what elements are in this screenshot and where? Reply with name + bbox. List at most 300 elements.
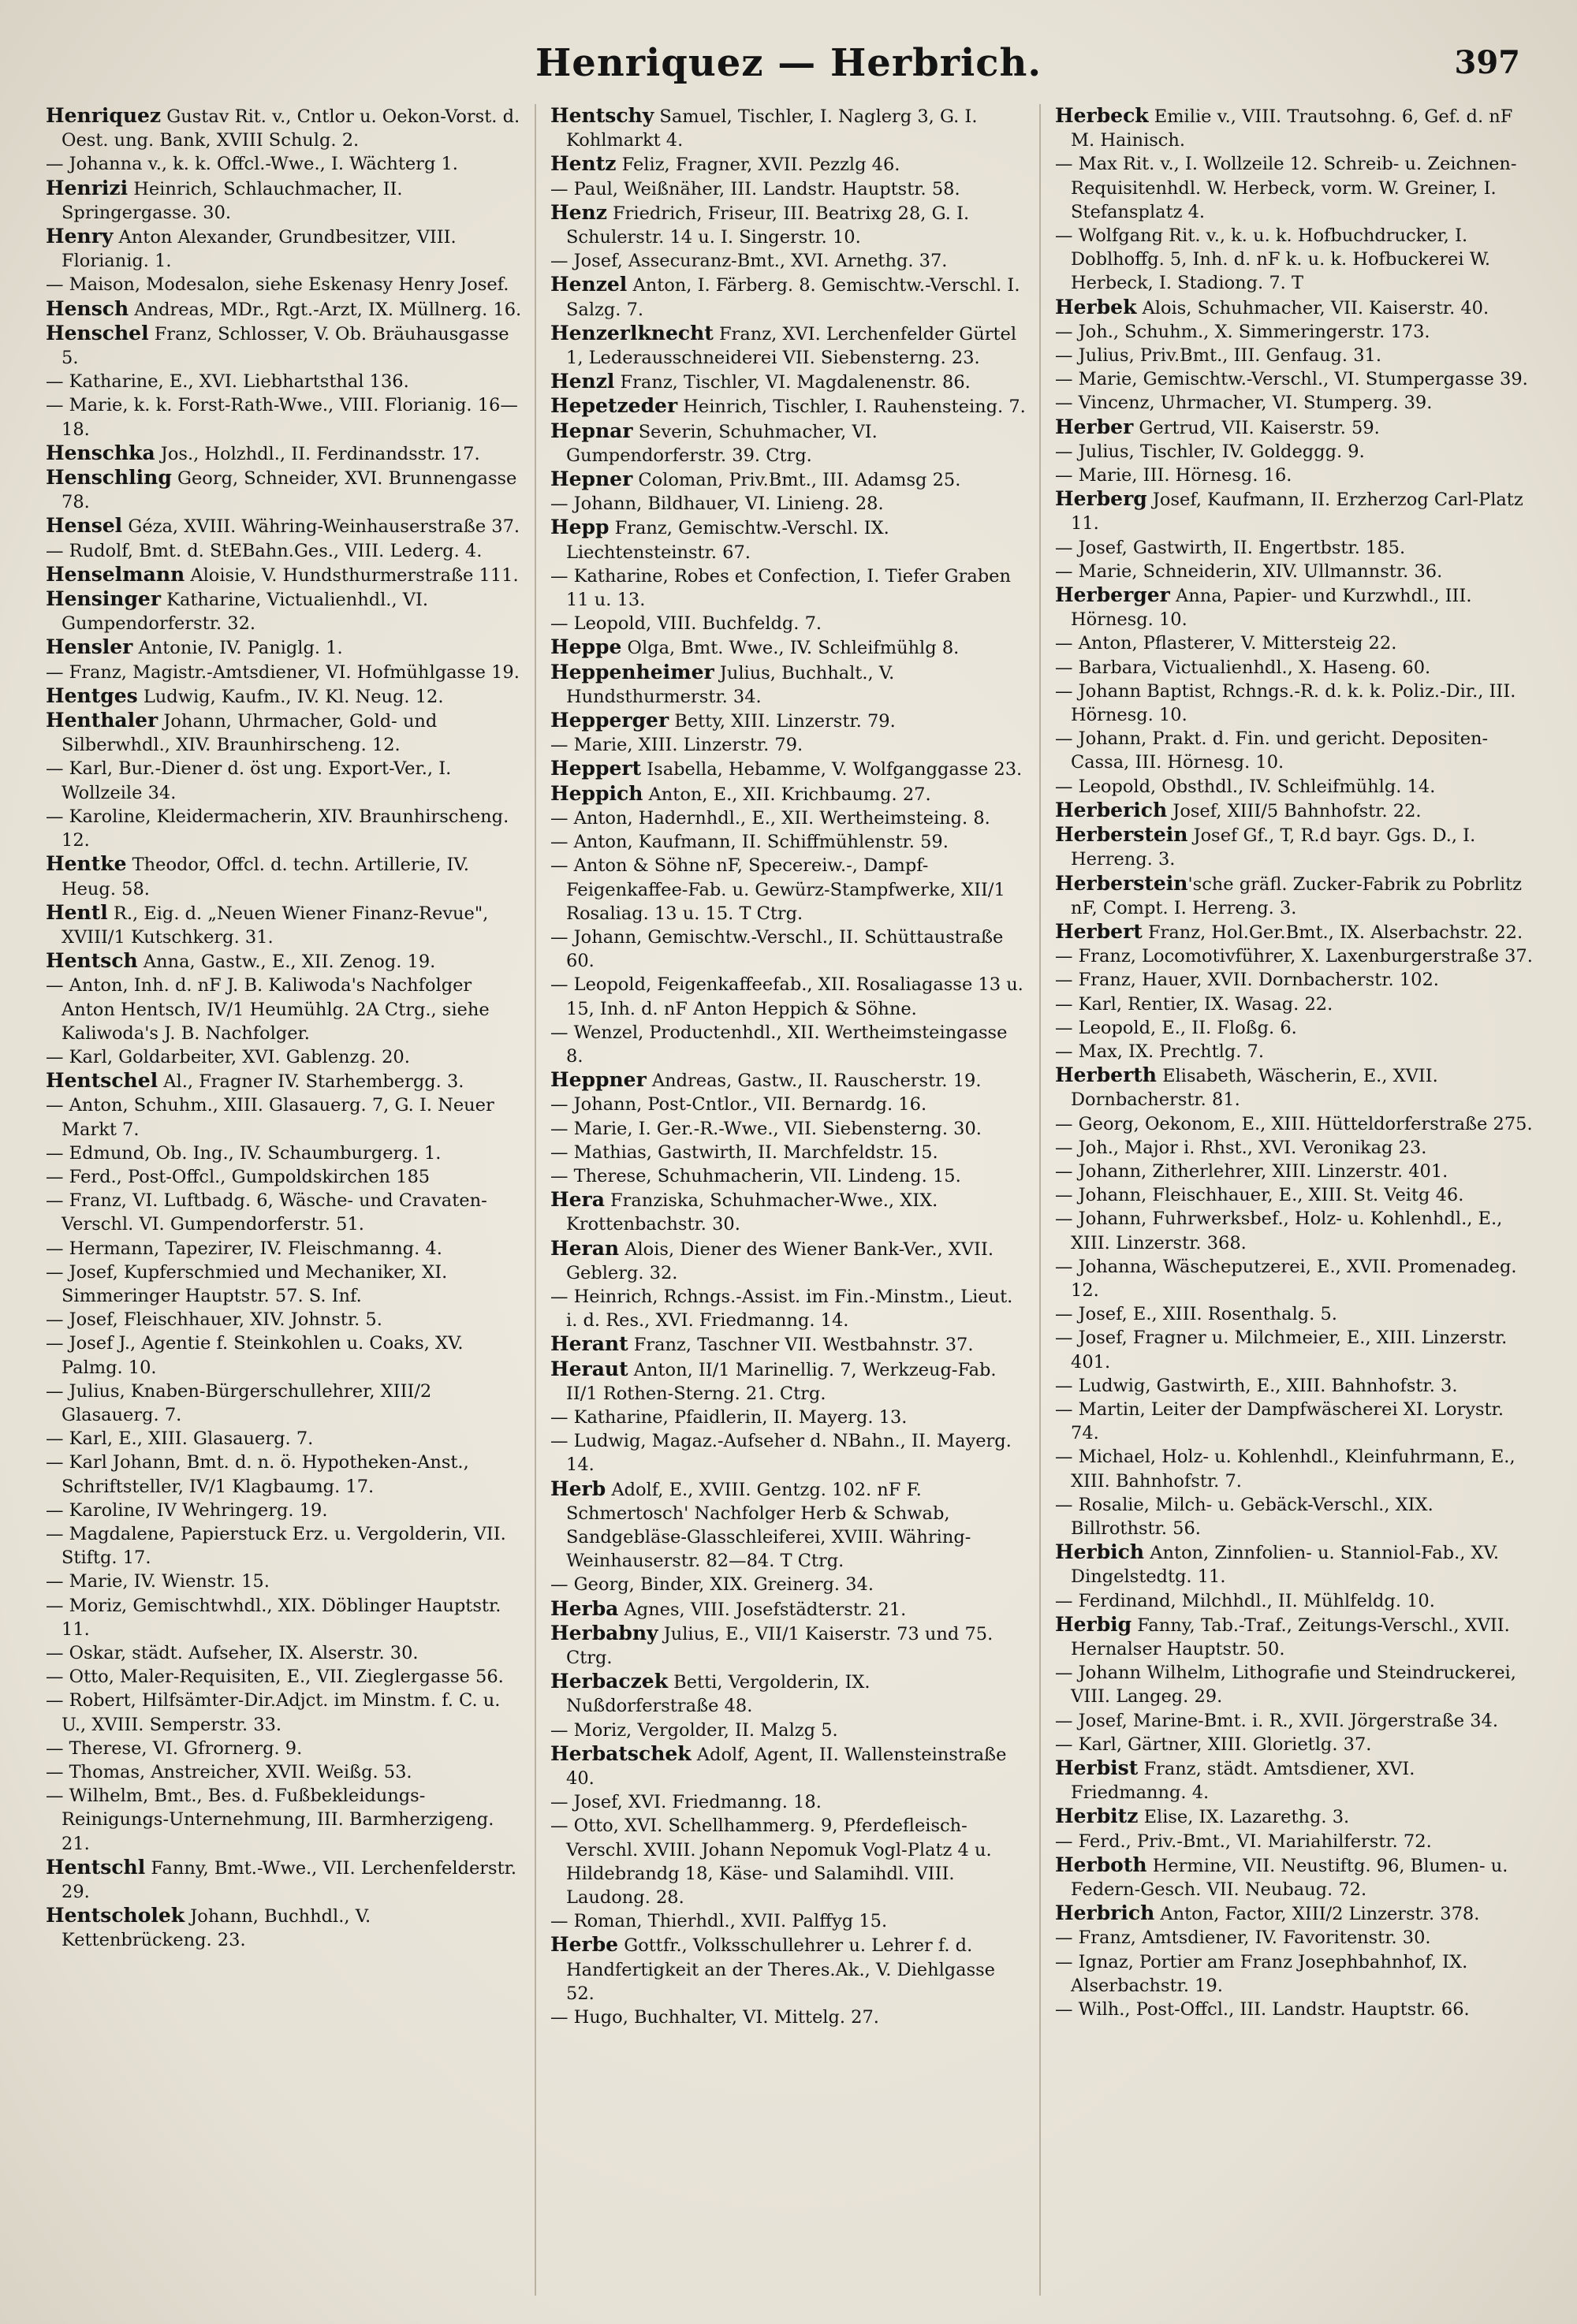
entry-details: — Josef, Assecuranz-Bmt., XVI. Arnethg. 37.	[550, 251, 948, 272]
directory-entry	[1055, 224, 1533, 296]
entry-details: — Karl, Rentier, IX. Wasag. 22.	[1055, 993, 1333, 1015]
directory-entry	[1055, 1398, 1533, 1445]
entry-details: — Josef, XVI. Friedmanng. 18.	[550, 1792, 822, 1813]
directory-entry	[550, 1164, 1028, 1188]
entry-surname: Herbeck	[1055, 104, 1149, 127]
entry-details: — Marie, IV. Wienstr. 15.	[46, 1571, 270, 1592]
entry-surname: Hepnar	[550, 419, 633, 442]
entry-details: — Marie, k. k. Forst-Rath-Wwe., VIII. Florianig. 16—18.	[46, 395, 518, 440]
entry-details: Franz, XVI. Lerchenfelder Gürtel 1, Lederausschneiderei VII. Siebensterng. 23.	[566, 323, 1017, 369]
entry-details: — Robert, Hilfsämter-Dir.Adjct. im Minstm. f. C. u. U., XVIII. Semperstr. 33.	[46, 1690, 501, 1735]
entry-details: Alois, Diener des Wiener Bank-Ver., XVII. Geblerg. 32.	[566, 1238, 994, 1283]
entry-details: — Anton & Söhne nF, Specereiw.-, Dampf-Feigenkaffee-Fab. u. Gewürz-Stampfwerke, XII/1 Rosaliag. 13 u. 15. T Ctrg.	[550, 855, 1005, 924]
entry-details: Franz, Schlosser, V. Ob. Bräuhausgasse 5.	[62, 323, 509, 369]
entry-surname: Herberg	[1055, 487, 1147, 511]
entry-surname: Heppert	[550, 757, 642, 780]
entry-details: — Max, IX. Prechtlg. 7.	[1055, 1041, 1265, 1062]
entry-surname: Hera	[550, 1188, 605, 1212]
entry-surname: Herba	[550, 1596, 619, 1620]
entry-details: — Johann, Gemischtw.-Verschl., II. Schüttaustraße 60.	[550, 926, 1004, 972]
directory-entry	[550, 370, 1028, 394]
entry-details: — Johann, Bildhauer, VI. Linieng. 28.	[550, 493, 884, 515]
directory-entry	[46, 322, 524, 370]
entry-details: — Josef, Kupferschmied und Mechaniker, XI. Simmeringer Hauptstr. 57. S. Inf.	[46, 1261, 448, 1306]
entry-surname: Herbaczek	[550, 1670, 669, 1693]
directory-entry	[1055, 799, 1533, 823]
entry-surname: Hentl	[46, 900, 108, 924]
directory-entry	[550, 973, 1028, 1020]
directory-entry	[46, 1261, 524, 1308]
entry-details: — Marie, III. Hörnesg. 16.	[1055, 465, 1292, 486]
directory-entry	[1055, 1493, 1533, 1540]
entry-surname: Henschel	[46, 321, 149, 345]
directory-entry	[1055, 823, 1533, 871]
entry-details: — Karl, E., XIII. Glasauerg. 7.	[46, 1428, 314, 1450]
directory-entry	[550, 564, 1028, 612]
directory-entry	[1055, 1756, 1533, 1804]
entry-details: — Ludwig, Gastwirth, E., XIII. Bahnhofstr. 3.	[1055, 1375, 1458, 1396]
entry-details: Emilie v., VIII. Trautsohng. 6, Gef. d. nF M. Hainisch.	[1071, 106, 1513, 151]
entry-details: — Johann, Post-Cntlor., VII. Bernardg. 16.	[550, 1094, 927, 1115]
directory-entry	[1055, 1016, 1533, 1040]
entry-surname: Herbek	[1055, 295, 1137, 318]
entry-details: — Marie, I. Ger.-R.-Wwe., VII. Siebensterng. 30.	[550, 1118, 982, 1139]
entry-surname: Hentscholek	[46, 1904, 185, 1927]
column-middle	[550, 104, 1041, 2296]
directory-entry	[550, 1670, 1028, 1718]
entry-surname: Herberstein	[1055, 823, 1188, 847]
entry-details: Andreas, Gastw., II. Rauscherstr. 19.	[646, 1071, 982, 1092]
entry-details: — Julius, Knaben-Bürgerschullehrer, XIII/2 Glasauerg. 7.	[46, 1380, 432, 1425]
directory-entry	[1055, 727, 1533, 774]
directory-columns	[46, 104, 1544, 2296]
directory-entry	[1055, 968, 1533, 992]
directory-entry	[46, 1904, 524, 1952]
entry-surname: Hentges	[46, 683, 138, 707]
directory-entry	[46, 1570, 524, 1593]
entry-details: — Heinrich, Rchngs.-Assist. im Fin.-Minstm., Lieut. i. d. Res., XVI. Friedmanng. 14.	[550, 1286, 1013, 1331]
directory-entry	[46, 901, 524, 949]
directory-entry	[46, 297, 524, 322]
directory-entry	[1055, 944, 1533, 968]
entry-details: — Therese, VI. Gfrornerg. 9.	[46, 1737, 303, 1759]
directory-entry	[1055, 415, 1533, 440]
entry-details: — Anton, Pflasterer, V. Mittersteig 22.	[1055, 633, 1397, 654]
directory-entry	[1055, 320, 1533, 344]
directory-entry	[46, 1045, 524, 1069]
entry-details: — Hermann, Tapezirer, IV. Fleischmanng. 4.	[46, 1238, 442, 1259]
entry-details: — Rudolf, Bmt. d. StEBahn.Ges., VIII. Lederg. 4.	[46, 540, 483, 561]
directory-entry	[550, 1332, 1028, 1357]
directory-entry	[550, 733, 1028, 757]
entry-details: — Karoline, IV Wehringerg. 19.	[46, 1499, 328, 1521]
entry-details: — Franz, VI. Luftbadg. 6, Wäsche- und Cravaten-Verschl. VI. Gumpendorferstr. 51.	[46, 1190, 487, 1235]
directory-entry	[550, 1477, 1028, 1574]
entry-details: Anna, Gastw., E., XII. Zenog. 19.	[137, 952, 436, 973]
directory-entry	[1055, 775, 1533, 799]
directory-entry	[46, 1380, 524, 1427]
entry-details: — Leopold, E., II. Floßg. 6.	[1055, 1017, 1297, 1038]
directory-entry	[550, 1790, 1028, 1814]
entry-details: Al., Fragner IV. Starhembergg. 3.	[158, 1071, 464, 1093]
directory-entry	[1055, 1040, 1533, 1063]
entry-details: Andreas, MDr., Rgt.-Arzt, IX. Müllnerg. 16.	[129, 299, 522, 320]
directory-entry	[550, 635, 1028, 660]
entry-surname: Herbig	[1055, 1612, 1132, 1636]
entry-details: — Joh., Schuhm., X. Simmeringerstr. 173.	[1055, 321, 1430, 342]
entry-details: Heinrich, Schlauchmacher, II. Springergasse. 30.	[62, 178, 403, 223]
directory-entry	[550, 1814, 1028, 1909]
entry-details: — Rosalie, Milch- u. Gebäck-Verschl., XIX. Billrothstr. 56.	[1055, 1494, 1433, 1539]
entry-details: Franz, Taschner VII. Westbahnstr. 37.	[628, 1335, 974, 1356]
entry-details: Fanny, Tab.-Traf., Zeitungs-Verschl., XVII. Hernalser Hauptstr. 50.	[1071, 1615, 1510, 1659]
entry-details: — Franz, Magistr.-Amtsdiener, VI. Hofmühlgasse 19.	[46, 661, 520, 683]
entry-details: Josef Gf., T, R.d bayr. Ggs. D., I. Herreng. 3.	[1071, 825, 1476, 870]
directory-entry	[550, 492, 1028, 516]
entry-surname: Henriquez	[46, 104, 162, 127]
directory-entry	[46, 1499, 524, 1522]
entry-surname: Heppenheimer	[550, 660, 714, 683]
entry-details: — Josef, Fleischhauer, XIV. Johnstr. 5.	[46, 1309, 382, 1331]
entry-surname: Henschka	[46, 441, 155, 464]
entry-details: Katharine, Victualienhdl., VI. Gumpendorferstr. 32.	[62, 590, 429, 635]
directory-entry	[1055, 631, 1533, 655]
entry-details: — Johann Baptist, Rchngs.-R. d. k. k. Poliz.-Dir., III. Hörnesg. 10.	[1055, 680, 1516, 726]
directory-entry	[550, 1117, 1028, 1141]
directory-entry	[46, 1331, 524, 1379]
entry-details: Julius, Buchhalt., V. Hundsthurmerstr. 34.	[566, 662, 895, 707]
entry-details: — Paul, Weißnäher, III. Landstr. Hauptstr. 58.	[550, 178, 960, 199]
entry-details: Adolf, Agent, II. Wallensteinstraße 40.	[566, 1744, 1007, 1790]
directory-entry	[1055, 1804, 1533, 1829]
entry-details: — Josef J., Agentie f. Steinkohlen u. Coaks, XV. Palmg. 10.	[46, 1333, 464, 1378]
directory-entry	[46, 1689, 524, 1736]
directory-entry	[550, 1141, 1028, 1164]
entry-details: — Josef, E., XIII. Rosenthalg. 5.	[1055, 1304, 1337, 1325]
entry-details: — Leopold, Obsthdl., IV. Schleifmühlg. 14.	[1055, 776, 1436, 797]
entry-details: — Katharine, Robes et Confection, I. Tiefer Graben 11 u. 13.	[550, 565, 1011, 611]
directory-entry	[1055, 1183, 1533, 1207]
entry-surname: Herant	[550, 1332, 628, 1356]
directory-entry	[550, 1188, 1028, 1236]
entry-surname: Henselmann	[46, 562, 185, 586]
entry-details: Betty, XIII. Linzerstr. 79.	[669, 711, 896, 732]
entry-surname: Herbe	[550, 1933, 619, 1957]
directory-entry	[1055, 1302, 1533, 1326]
directory-entry	[1055, 872, 1533, 920]
entry-details: Anton, I. Färberg. 8. Gemischtw.-Verschl. I. Salzg. 7.	[566, 275, 1020, 320]
entry-details: — Anton, Hadernhdl., E., XII. Wertheimsteing. 8.	[550, 807, 990, 829]
directory-entry	[550, 1237, 1028, 1285]
entry-details: Johann, Buchhdl., V. Kettenbrückeng. 23.	[62, 1906, 371, 1951]
directory-entry	[46, 370, 524, 393]
entry-surname: Heraut	[550, 1357, 628, 1380]
directory-entry	[550, 1719, 1028, 1742]
entry-details: — Mathias, Gastwirth, II. Marchfeldstr. 15.	[550, 1142, 938, 1163]
entry-details: — Therese, Schuhmacherin, VII. Lindeng. 15.	[550, 1165, 961, 1186]
entry-details: — Johann Wilhelm, Lithografie und Steindruckerei, VIII. Langeg. 29.	[1055, 1663, 1516, 1708]
directory-entry	[1055, 104, 1533, 152]
directory-entry	[1055, 1709, 1533, 1733]
directory-entry	[1055, 1255, 1533, 1302]
entry-surname: Herbert	[1055, 919, 1143, 943]
entry-details: Olga, Bmt. Wwe., IV. Schleifmühlg 8.	[621, 638, 960, 659]
directory-entry	[46, 1308, 524, 1331]
entry-surname: Henrizi	[46, 176, 129, 199]
directory-entry	[550, 1933, 1028, 2006]
directory-entry	[550, 1406, 1028, 1429]
entry-surname: Hepner	[550, 467, 633, 491]
entry-surname: Hepp	[550, 516, 610, 539]
directory-entry	[550, 104, 1028, 152]
column-left	[46, 104, 536, 2296]
directory-entry	[46, 1665, 524, 1689]
directory-entry	[550, 1429, 1028, 1477]
entry-details: Josef, XIII/5 Bahnhofstr. 22.	[1167, 800, 1422, 821]
entry-details: Franz, städt. Amtsdiener, XVI. Friedmanng. 4.	[1071, 1759, 1415, 1804]
directory-entry	[46, 1737, 524, 1760]
entry-details: — Hugo, Buchhalter, VI. Mittelg. 27.	[550, 2007, 879, 2028]
entry-details: — Anton, Schuhm., XIII. Glasauerg. 7, G. I. Neuer Markt 7.	[46, 1095, 494, 1140]
entry-details: — Wenzel, Productenhdl., XII. Wertheimsteingasse 8.	[550, 1022, 1008, 1067]
directory-entry	[46, 104, 524, 152]
directory-entry	[1055, 367, 1533, 391]
directory-entry	[46, 709, 524, 757]
entry-details: Adolf, E., XVIII. Gentzg. 102. nF F. Schmertosch' Nachfolger Herb & Schwab, Sandgebläse-Glasschleiferei, XVIII. Währing-Weinhauserstr. 82—84. T Ctrg.	[566, 1479, 971, 1572]
entry-details: — Anton, Kaufmann, II. Schiffmühlenstr. 59.	[550, 832, 949, 853]
entry-details: — Karl, Bur.-Diener d. öst ung. Export-Ver., I. Wollzeile 34.	[46, 758, 452, 803]
entry-details: — Roman, Thierhdl., XVII. Palffyg 15.	[550, 1911, 888, 1932]
entry-details: 'sche gräfl. Zucker-Fabrik zu Pobrlitz nF, Compt. I. Herreng. 3.	[1071, 873, 1523, 918]
directory-entry	[550, 273, 1028, 321]
entry-surname: Herbist	[1055, 1756, 1139, 1780]
entry-surname: Herboth	[1055, 1853, 1147, 1876]
entry-surname: Herb	[550, 1477, 606, 1500]
directory-entry	[550, 830, 1028, 854]
directory-entry	[46, 539, 524, 563]
entry-details: — Leopold, Feigenkaffeefab., XII. Rosaliagasse 13 u. 15, Inh. d. nF Anton Heppich & Söhne.	[550, 974, 1023, 1019]
entry-details: Alois, Schuhmacher, VII. Kaiserstr. 40.	[1136, 297, 1489, 318]
directory-entry	[550, 1597, 1028, 1622]
entry-details: — Franz, Locomotivführer, X. Laxenburgerstraße 37.	[1055, 946, 1533, 967]
entry-details: — Vincenz, Uhrmacher, VI. Stumperg. 39.	[1055, 393, 1433, 414]
entry-details: Jos., Holzhdl., II. Ferdinandsstr. 17.	[155, 443, 480, 464]
entry-details: — Anton, Inh. d. nF J. B. Kaliwoda's Nachfolger Anton Hentsch, IV/1 Heumühlg. 2A Ctrg., siehe Kaliwoda's J. B. Nachfolger.	[46, 975, 490, 1044]
entry-details: — Ferdinand, Milchhdl., II. Mühlfeldg. 10.	[1055, 1590, 1435, 1611]
entry-details: — Karl Johann, Bmt. d. n. ö. Hypotheken-Anst., Schriftsteller, IV/1 Klagbaumg. 17.	[46, 1452, 469, 1497]
entry-details: Franz, Tischler, VI. Magdalenenstr. 86.	[614, 372, 971, 393]
entry-details: Anton, Factor, XIII/2 Linzerstr. 378.	[1154, 1904, 1480, 1925]
directory-entry	[46, 177, 524, 225]
directory-entry	[1055, 344, 1533, 367]
entry-details: — Georg, Oekonom, E., XIII. Hütteldorferstraße 275.	[1055, 1113, 1533, 1134]
entry-details: — Johann, Fleischhauer, E., XIII. St. Veitg 46.	[1055, 1185, 1464, 1206]
entry-details: — Leopold, VIII. Buchfeldg. 7.	[550, 613, 822, 635]
entry-surname: Herbitz	[1055, 1804, 1139, 1828]
directory-entry	[1055, 536, 1533, 560]
directory-entry	[46, 587, 524, 635]
directory-entry	[550, 2006, 1028, 2029]
directory-entry	[1055, 1733, 1533, 1756]
directory-entry	[46, 1189, 524, 1236]
directory-entry	[550, 1068, 1028, 1093]
entry-details: Franz, Gemischtw.-Verschl. IX. Liechtensteinstr. 67.	[566, 518, 889, 563]
entry-surname: Hensch	[46, 296, 129, 320]
entry-surname: Hentschy	[550, 104, 654, 127]
entry-details: — Marie, Gemischtw.-Verschl., VI. Stumpergasse 39.	[1055, 369, 1528, 390]
directory-entry	[46, 635, 524, 660]
directory-entry	[1055, 1950, 1533, 1998]
entry-details: Friedrich, Friseur, III. Beatrixg 28, G. I. Schulerstr. 14 u. I. Singerstr. 10.	[566, 203, 970, 248]
directory-entry	[46, 514, 524, 538]
directory-entry	[46, 684, 524, 709]
entry-details: — Wolfgang Rit. v., k. u. k. Hofbuchdrucker, I. Doblhoffg. 5, Inh. d. nF k. u. k. Hofbuckerei W. Herbeck, I. Stadiong. 7. T	[1055, 225, 1491, 294]
entry-details: — Moriz, Vergolder, II. Malzg 5.	[550, 1719, 838, 1741]
directory-entry	[550, 516, 1028, 564]
entry-details: Theodor, Offcl. d. techn. Artillerie, IV. Heug. 58.	[62, 855, 469, 899]
entry-surname: Hentke	[46, 852, 127, 876]
directory-entry	[46, 1069, 524, 1093]
directory-entry	[1055, 391, 1533, 415]
directory-entry	[1055, 1112, 1533, 1136]
entry-surname: Herbrich	[1055, 1901, 1155, 1925]
entry-details: — Martin, Leiter der Dampfwäscherei XI. Lorystr. 74.	[1055, 1398, 1504, 1444]
directory-entry	[1055, 583, 1533, 631]
directory-entry	[46, 1427, 524, 1451]
entry-details: — Barbara, Victualienhdl., X. Haseng. 60.	[1055, 657, 1431, 678]
entry-surname: Hensinger	[46, 587, 162, 611]
directory-entry	[550, 1021, 1028, 1068]
entry-surname: Herberth	[1055, 1063, 1157, 1087]
entry-details: Anna, Papier- und Kurzwhdl., III. Hörnesg. 10.	[1071, 586, 1472, 631]
directory-entry	[46, 805, 524, 852]
directory-entry	[550, 1285, 1028, 1332]
directory-entry	[46, 1142, 524, 1165]
directory-entry	[46, 1760, 524, 1784]
entry-details: Anton, II/1 Marinellig. 7, Werkzeug-Fab. II/1 Rothen-Sterng. 21. Ctrg.	[566, 1359, 997, 1404]
directory-entry	[1055, 1326, 1533, 1373]
entry-details: Antonie, IV. Paniglg. 1.	[132, 638, 343, 659]
entry-surname: Henzerlknecht	[550, 321, 714, 345]
directory-entry	[1055, 1063, 1533, 1112]
entry-details: R., Eig. d. „Neuen Wiener Finanz-Revue", XVIII/1 Kutschkerg. 31.	[62, 903, 489, 948]
entry-surname: Herbatschek	[550, 1741, 692, 1765]
entry-surname: Hensler	[46, 635, 133, 659]
entry-details: Johann, Uhrmacher, Gold- und Silberwhdl., XIV. Braunhirscheng. 12.	[62, 711, 438, 756]
entry-surname: Hentsch	[46, 949, 138, 973]
entry-details: — Julius, Tischler, IV. Goldeggg. 9.	[1055, 441, 1365, 462]
directory-entry	[46, 393, 524, 441]
entry-details: — Johann, Fuhrwerksbef., Holz- u. Kohlenhdl., E., XIII. Linzerstr. 368.	[1055, 1209, 1503, 1253]
directory-entry	[1055, 1661, 1533, 1708]
entry-details: — Max Rit. v., I. Wollzeile 12. Schreib- u. Zeichnen-Requisitenhdl. W. Herbeck, vorm. W. Greiner, I. Stefansplatz 4.	[1055, 154, 1517, 222]
entry-surname: Hentz	[550, 152, 617, 176]
entry-details: — Moriz, Gemischtwhdl., XIX. Döblinger Hauptstr. 11.	[46, 1595, 501, 1640]
directory-entry	[1055, 993, 1533, 1016]
entry-details: Ludwig, Kaufm., IV. Kl. Neug. 12.	[137, 686, 444, 707]
directory-entry	[550, 806, 1028, 830]
entry-details: — Maison, Modesalon, siehe Eskenasy Henry Josef.	[46, 274, 509, 296]
directory-entry	[46, 949, 524, 974]
entry-surname: Hepetzeder	[550, 394, 678, 418]
directory-entry	[550, 926, 1028, 973]
entry-details: — Johann, Zitherlehrer, XIII. Linzerstr. 401.	[1055, 1160, 1448, 1182]
entry-details: Betti, Vergolderin, IX. Nußdorferstraße 48.	[566, 1672, 871, 1717]
directory-entry	[1055, 440, 1533, 464]
directory-entry	[46, 225, 524, 273]
entry-surname: Hentschl	[46, 1855, 146, 1879]
entry-details: Elisabeth, Wäscherin, E., XVII. Dornbacherstr. 81.	[1071, 1066, 1438, 1111]
entry-details: — Marie, XIII. Linzerstr. 79.	[550, 735, 803, 756]
entry-details: — Josef, Marine-Bmt. i. R., XVII. Jörgerstraße 34.	[1055, 1710, 1499, 1731]
entry-surname: Henschling	[46, 466, 172, 490]
entry-surname: Henzel	[550, 273, 628, 296]
directory-entry	[1055, 464, 1533, 487]
page-header	[0, 41, 1577, 104]
entry-surname: Herberich	[1055, 798, 1168, 821]
directory-entry	[550, 854, 1028, 926]
entry-details: — Ignaz, Portier am Franz Josephbahnhof, IX. Alserbachstr. 19.	[1055, 1951, 1468, 1996]
directory-entry	[550, 249, 1028, 273]
directory-entry	[1055, 656, 1533, 680]
directory-entry	[550, 757, 1028, 781]
entry-surname: Henry	[46, 225, 114, 248]
entry-details: Coloman, Priv.Bmt., III. Adamsg 25.	[632, 470, 961, 491]
directory-entry	[1055, 560, 1533, 583]
directory-entry	[1055, 1998, 1533, 2021]
entry-surname: Hentschel	[46, 1069, 158, 1093]
entry-details: — Oskar, städt. Aufseher, IX. Alserstr. 30.	[46, 1643, 419, 1663]
directory-entry	[1055, 152, 1533, 224]
directory-entry	[550, 467, 1028, 492]
directory-entry	[46, 852, 524, 900]
entry-details: Gottfr., Volksschullehrer u. Lehrer f. d. Handfertigkeit an der Theres.Ak., V. Diehlgasse 52.	[566, 1935, 995, 2004]
entry-details: — Thomas, Anstreicher, XVII. Weißg. 53.	[46, 1762, 412, 1783]
entry-details: — Michael, Holz- u. Kohlenhdl., Kleinfuhrmann, E., XIII. Bahnhofstr. 7.	[1055, 1447, 1515, 1492]
entry-details: — Marie, Schneiderin, XIV. Ullmannstr. 36.	[1055, 561, 1443, 582]
entry-surname: Herberger	[1055, 583, 1170, 607]
column-right	[1055, 104, 1544, 2296]
directory-entry	[1055, 296, 1533, 320]
entry-surname: Herberstein	[1055, 871, 1188, 895]
directory-entry	[550, 322, 1028, 370]
directory-entry	[46, 1093, 524, 1141]
directory-entry	[1055, 1901, 1533, 1926]
entry-details: Franz, Hol.Ger.Bmt., IX. Alserbachstr. 22.	[1142, 922, 1523, 943]
directory-entry	[550, 1909, 1028, 1933]
directory-entry	[550, 201, 1028, 249]
directory-entry	[46, 1641, 524, 1665]
entry-surname: Heppner	[550, 1068, 647, 1092]
directory-entry	[1055, 1207, 1533, 1254]
directory-entry	[1055, 1540, 1533, 1588]
entry-details: — Franz, Amtsdiener, IV. Favoritenstr. 30.	[1055, 1927, 1431, 1949]
directory-entry	[550, 394, 1028, 419]
entry-details: Aloisie, V. Hundsthurmerstraße 111.	[185, 564, 519, 586]
directory-entry	[550, 152, 1028, 177]
directory-entry	[46, 1784, 524, 1856]
directory-entry	[46, 661, 524, 684]
entry-details: — Karl, Gärtner, XIII. Glorietlg. 37.	[1055, 1734, 1372, 1755]
entry-details: — Edmund, Ob. Ing., IV. Schaumburgerg. 1.	[46, 1142, 442, 1164]
directory-entry	[550, 1573, 1028, 1596]
directory-entry	[550, 1358, 1028, 1406]
entry-details: — Wilh., Post-Offcl., III. Landstr. Hauptstr. 66.	[1055, 1999, 1470, 2020]
entry-details: — Katharine, E., XVI. Liebhartsthal 136.	[46, 371, 409, 393]
entry-details: Samuel, Tischler, I. Naglerg 3, G. I. Kohlmarkt 4.	[566, 106, 978, 151]
entry-surname: Heran	[550, 1236, 620, 1260]
entry-details: Feliz, Fragner, XVII. Pezzlg 46.	[616, 155, 900, 176]
